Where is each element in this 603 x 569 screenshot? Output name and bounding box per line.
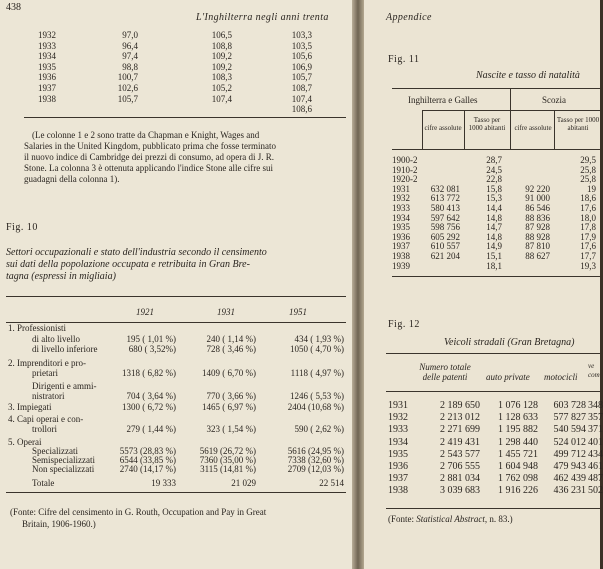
fig10-rule-top (6, 296, 346, 297)
fig12-cell: 1 195 882 (498, 424, 538, 436)
value-cell: 96,4 (122, 40, 138, 51)
fig11-year: 1920-2 (392, 174, 418, 185)
fig12-year: 1937 (388, 473, 408, 485)
fig11-vrule-a (464, 110, 465, 149)
fig11-cell: 15,3 (486, 193, 502, 204)
fig10-row-label: 1. Professionisti (8, 323, 67, 333)
fig11-year: 1933 (392, 203, 410, 213)
value-cell: 106,5 (211, 30, 232, 40)
fig12-cell: 577 827 (553, 412, 586, 424)
value-cell: 108,8 (211, 40, 232, 51)
fig11-year: 1939 (392, 260, 410, 271)
fig12-cell: 1 762 098 (498, 473, 538, 485)
fig10-title-line: sui dati della popolazione occupata e retribuita in Gran Bre- (6, 259, 250, 270)
fig10-title-line: Settori occupazionali e stato dell'industria secondo il censimento (6, 247, 267, 258)
value-cell: 107,4 (211, 93, 232, 104)
fig10-row-label: di alto livello (32, 334, 80, 344)
fig12-cell: 2 189 650 (440, 400, 480, 411)
note-line: Salaries in the United Kingdom, pubblicato prima che fosse terminato (24, 141, 276, 151)
fig10-row-label: prietari (32, 368, 58, 378)
fig11-year: 1934 (392, 212, 410, 223)
fig11-rule-top (392, 88, 600, 89)
value-cell: 102,6 (117, 83, 138, 93)
fig11-cell: 25,8 (580, 164, 596, 175)
page-number: 438 (6, 2, 21, 13)
value-cell: 108,3 (211, 72, 232, 83)
fig10-row-label: 2. Imprenditori e pro- (8, 358, 86, 368)
fig11-cell: 597 642 (430, 212, 460, 223)
fig11-cell: 17,7 (580, 251, 596, 261)
fig12-source (388, 514, 513, 524)
fig10-cell-1951: 590 ( 2,62 %) (294, 424, 344, 434)
value-cell: 106,9 (291, 61, 312, 72)
value-cell: 109,2 (211, 51, 232, 62)
fig12-year: 1936 (388, 461, 408, 472)
fig10-row-label: Non specializzati (32, 464, 95, 474)
fig11-cell: 86 546 (525, 203, 550, 213)
fig11-cell: 580 413 (430, 203, 460, 213)
fig10-cell-1921: 6544 (33,85 %) (119, 455, 176, 465)
fig12-head-total: Numero totale delle patenti (419, 362, 471, 382)
fig11-rule-head (392, 149, 600, 150)
fig11-cell: 25,8 (580, 174, 596, 185)
fig12-cell: 1 455 721 (498, 448, 538, 460)
fig12-cell: 371 (588, 424, 603, 436)
fig10-cell-1951: 1050 ( 4,70 %) (290, 344, 344, 354)
year-cell: 1937 (38, 83, 56, 93)
year-cell: 1932 (38, 30, 56, 40)
fig12-cell: 2 706 555 (440, 461, 480, 472)
fig10-row-label: 4. Capi operai e con- (8, 414, 84, 424)
fig11-cell: 14,7 (486, 222, 502, 233)
fig11-group-scotland: Scozia (542, 95, 566, 105)
fig10-cell-1951: 5616 (24,95 %) (287, 446, 344, 456)
fig10-cell-1931: 7360 (35,00 %) (199, 455, 256, 465)
fig12-cell: 436 231 (553, 485, 586, 497)
fig11-subheader: Tasso per 1000 abitanti (468, 116, 506, 132)
fig12-cell: 2 271 699 (440, 424, 480, 436)
fig12-head-auto: auto private (486, 372, 530, 382)
fig10-cell-1921: 1318 ( 6,82 %) (122, 368, 176, 378)
fig12-title: Veicoli stradali (Gran Bretagna) (444, 337, 575, 348)
fig12-cell: 524 012 (553, 436, 586, 448)
fig11-cell: 88 627 (525, 251, 550, 261)
fig12-source-tail: , n. 83.) (484, 514, 513, 524)
fig10-cell-1951: 2709 (12,03 %) (287, 464, 344, 474)
fig11-year: 1910-2 (392, 164, 418, 175)
fig10-cell-1951: 22 514 (319, 478, 344, 488)
fig11-cell: 621 204 (430, 251, 460, 261)
fig11-cell: 91 000 (525, 193, 550, 204)
fig12-year: 1935 (388, 448, 408, 460)
fig11-cell: 17,6 (580, 241, 596, 252)
fig10-label: Fig. 10 (6, 222, 38, 233)
fig10-rule-bottom (6, 492, 346, 493)
fig12-source-prefix: (Fonte: (388, 514, 417, 524)
fig10-row-label: trollori (32, 424, 57, 434)
fig10-source-line: (Fonte: Cifre del censimento in G. Routh, Occupation and Pay in Great (10, 507, 267, 517)
fig11-cell: 28,7 (486, 155, 502, 165)
fig12-cell: 1 298 440 (498, 436, 538, 448)
fig11-label: Fig. 11 (388, 54, 420, 65)
running-head-right: Appendice (386, 12, 432, 23)
fig12-cell: 348 (588, 400, 603, 411)
fig10-cell-1921: 2740 (14,17 %) (119, 464, 176, 474)
fig10-row-label: Specializzati (32, 446, 78, 456)
fig10-cell-1931: 1465 ( 6,97 %) (202, 402, 256, 412)
fig10-cell-1921: 19 333 (151, 478, 176, 488)
fig10-row-label: Totale (32, 478, 55, 488)
fig10-col-1921: 1921 (136, 307, 154, 317)
right-page (364, 0, 603, 569)
fig11-cell: 18,6 (580, 193, 596, 204)
fig12-year: 1938 (388, 485, 408, 497)
value-cell: 108,6 (291, 104, 312, 115)
fig11-vrule-mid (510, 89, 511, 149)
year-cell: 1933 (38, 40, 56, 51)
fig12-year: 1933 (388, 424, 408, 436)
fig12-cell: 462 439 (553, 473, 586, 485)
fig11-cell: 605 292 (430, 231, 460, 242)
fig12-cell: 2 213 012 (440, 412, 480, 424)
fig10-cell-1931: 770 ( 3,66 %) (206, 391, 256, 401)
fig10-cell-1931: 728 ( 3,46 %) (206, 344, 256, 354)
fig11-cell: 15,8 (486, 183, 502, 194)
fig12-year: 1934 (388, 436, 408, 448)
fig10-row-label: 3. Impiegati (8, 402, 52, 412)
value-cell: 108,7 (291, 83, 312, 93)
fig11-cell: 24,5 (486, 164, 502, 175)
fig12-cell: 461 (588, 461, 603, 472)
note-line: guadagni della colonna 1). (24, 174, 120, 184)
fig12-rule-top (386, 353, 600, 354)
value-cell: 105,7 (291, 72, 312, 83)
fig11-year: 1931 (392, 183, 410, 194)
fig12-cell: 357 (588, 412, 603, 424)
fig11-subheader: cifre assolute (424, 124, 462, 132)
fig10-row-label: nistratori (32, 391, 65, 401)
fig11-cell: 19 (587, 183, 596, 194)
fig11-rule-bottom (392, 276, 600, 277)
fig10-cell-1951: 2404 (10,68 %) (287, 402, 344, 412)
fig11-vrule-b (554, 110, 555, 149)
fig12-cell: 603 728 (553, 400, 586, 411)
fig10-cell-1931: 5619 (26,72 %) (199, 446, 256, 456)
fig11-vrule-left (422, 110, 423, 149)
fig12-cell: 3 039 683 (440, 485, 480, 497)
fig11-group-england: Inghilterra e Galles (408, 95, 478, 105)
fig11-cell: 18,0 (580, 212, 596, 223)
fig10-cell-1921: 195 ( 1,01 %) (126, 334, 176, 344)
fig11-cell: 632 081 (430, 183, 460, 194)
fig12-cell: 1 076 128 (498, 400, 538, 411)
fig10-cell-1931: 1409 ( 6,70 %) (202, 368, 256, 378)
fig11-cell: 17,9 (580, 231, 596, 242)
top-table-rule (24, 117, 346, 118)
fig12-cell: 540 594 (553, 424, 586, 436)
value-cell: 98,8 (122, 61, 138, 72)
fig11-year: 1932 (392, 193, 410, 204)
fig11-cell: 29,5 (580, 155, 596, 165)
fig10-row-label: Semispecializzati (32, 455, 95, 465)
fig11-cell: 92 220 (525, 183, 550, 194)
value-cell: 109,2 (211, 61, 232, 72)
fig11-cell: 598 756 (430, 222, 460, 233)
fig11-cell: 19,3 (580, 260, 596, 271)
year-cell: 1938 (38, 93, 56, 104)
fig11-cell: 17,6 (580, 203, 596, 213)
fig11-cell: 17,8 (580, 222, 596, 233)
fig12-cell: 2 419 431 (440, 436, 480, 448)
note-line: (Le colonne 1 e 2 sono tratte da Chapman e Knight, Wages and (32, 130, 260, 140)
fig10-cell-1921: 680 ( 3,52%) (128, 344, 176, 354)
fig11-cell: 88 836 (525, 212, 550, 223)
fig10-cell-1921: 704 ( 3,64 %) (126, 391, 176, 401)
note-line: il nuovo indice di Cambridge dei prezzi di consumo, ad opera di J. R. (24, 152, 274, 162)
fig10-col-1951: 1951 (289, 307, 307, 317)
fig12-cell: 401 (588, 436, 603, 448)
fig12-year: 1932 (388, 412, 408, 424)
fig10-row-label: 5. Operai (8, 437, 42, 447)
fig10-cell-1931: 323 ( 1,54 %) (206, 424, 256, 434)
fig11-cell: 88 928 (525, 231, 550, 242)
fig11-cell: 14,8 (486, 231, 502, 242)
fig11-cell: 15,1 (486, 251, 502, 261)
fig12-cell: 434 (588, 448, 603, 460)
fig10-title-line: tagna (espressi in migliaia) (6, 271, 116, 282)
fig10-col-1931: 1931 (217, 307, 235, 317)
fig11-year: 1937 (392, 241, 410, 252)
fig12-rule-head (386, 391, 600, 392)
fig10-cell-1951: 1246 ( 5,53 %) (290, 391, 344, 401)
fig11-subheader: cifre assolute (514, 124, 552, 132)
fig10-row-label: di livello inferiore (32, 344, 98, 354)
fig11-year: 1935 (392, 222, 410, 233)
fig11-subheader: Tasso per 1000 abitanti (556, 116, 600, 132)
fig12-cell: 479 943 (553, 461, 586, 472)
fig11-year: 1938 (392, 251, 410, 261)
fig11-cell: 14,8 (486, 212, 502, 223)
fig12-cell: 499 712 (553, 448, 586, 460)
value-cell: 105,2 (211, 83, 232, 93)
book-gutter (352, 0, 364, 569)
fig12-cell: 487 (588, 473, 603, 485)
value-cell: 103,3 (291, 30, 312, 40)
fig12-cell: 1 916 226 (498, 485, 538, 497)
fig10-cell-1951: 7338 (32,60 %) (287, 455, 344, 465)
fig12-label: Fig. 12 (388, 319, 420, 330)
fig11-cell: 14,4 (486, 203, 502, 213)
fig12-source-title: Statistical Abstract (416, 514, 485, 524)
value-cell: 97,4 (122, 51, 138, 62)
fig12-year: 1931 (388, 400, 408, 411)
fig11-cell: 18,1 (486, 260, 502, 271)
fig11-cell: 22,8 (486, 174, 502, 185)
fig10-cell-1951: 434 ( 1,93 %) (294, 334, 344, 344)
value-cell: 105,6 (291, 51, 312, 62)
fig10-source-line: Britain, 1906-1960.) (22, 519, 96, 529)
fig11-year: 1936 (392, 231, 410, 242)
fig12-head-moto: motocicli (544, 372, 578, 382)
fig11-year: 1900-2 (392, 155, 418, 165)
fig10-cell-1921: 1300 ( 6,72 %) (122, 402, 176, 412)
running-head-left: L'Inghilterra negli anni trenta (196, 12, 329, 23)
fig12-cell: 502 (588, 485, 603, 497)
fig10-cell-1931: 21 029 (231, 478, 256, 488)
value-cell: 103,5 (291, 40, 312, 51)
fig11-cell: 87 928 (525, 222, 550, 233)
fig10-cell-1921: 279 ( 1,44 %) (126, 424, 176, 434)
fig12-rule-bottom (386, 508, 600, 509)
note-line: Stone. La colonna 3 è ottenuta applicando l'indice Stone alle cifre sui (24, 163, 274, 173)
fig12-cell: 2 543 577 (440, 448, 480, 460)
fig12-head-commercial: ve com (588, 362, 600, 379)
fig11-cell: 613 772 (430, 193, 460, 204)
fig11-rule-group (422, 110, 600, 111)
year-cell: 1936 (38, 72, 56, 83)
fig11-title: Nascite e tasso di natalità (476, 70, 580, 81)
value-cell: 100,7 (117, 72, 138, 83)
fig12-cell: 1 604 948 (498, 461, 538, 472)
fig10-cell-1931: 240 ( 1,14 %) (206, 334, 256, 344)
fig12-cell: 1 128 633 (498, 412, 538, 424)
fig10-cell-1921: 5573 (28,83 %) (119, 446, 176, 456)
value-cell: 105,7 (117, 93, 138, 104)
fig11-cell: 87 810 (525, 241, 550, 252)
fig10-cell-1931: 3115 (14,81 %) (200, 464, 256, 474)
fig10-cell-1951: 1118 ( 4,97 %) (290, 368, 344, 378)
year-cell: 1935 (38, 61, 56, 72)
value-cell: 97,0 (122, 30, 138, 40)
value-cell: 107,4 (291, 93, 312, 104)
year-cell: 1934 (38, 51, 56, 62)
fig12-cell: 2 881 034 (440, 473, 480, 485)
fig10-row-label: Dirigenti e ammi- (32, 381, 97, 391)
fig11-cell: 610 557 (430, 241, 460, 252)
fig11-cell: 14,9 (486, 241, 502, 252)
